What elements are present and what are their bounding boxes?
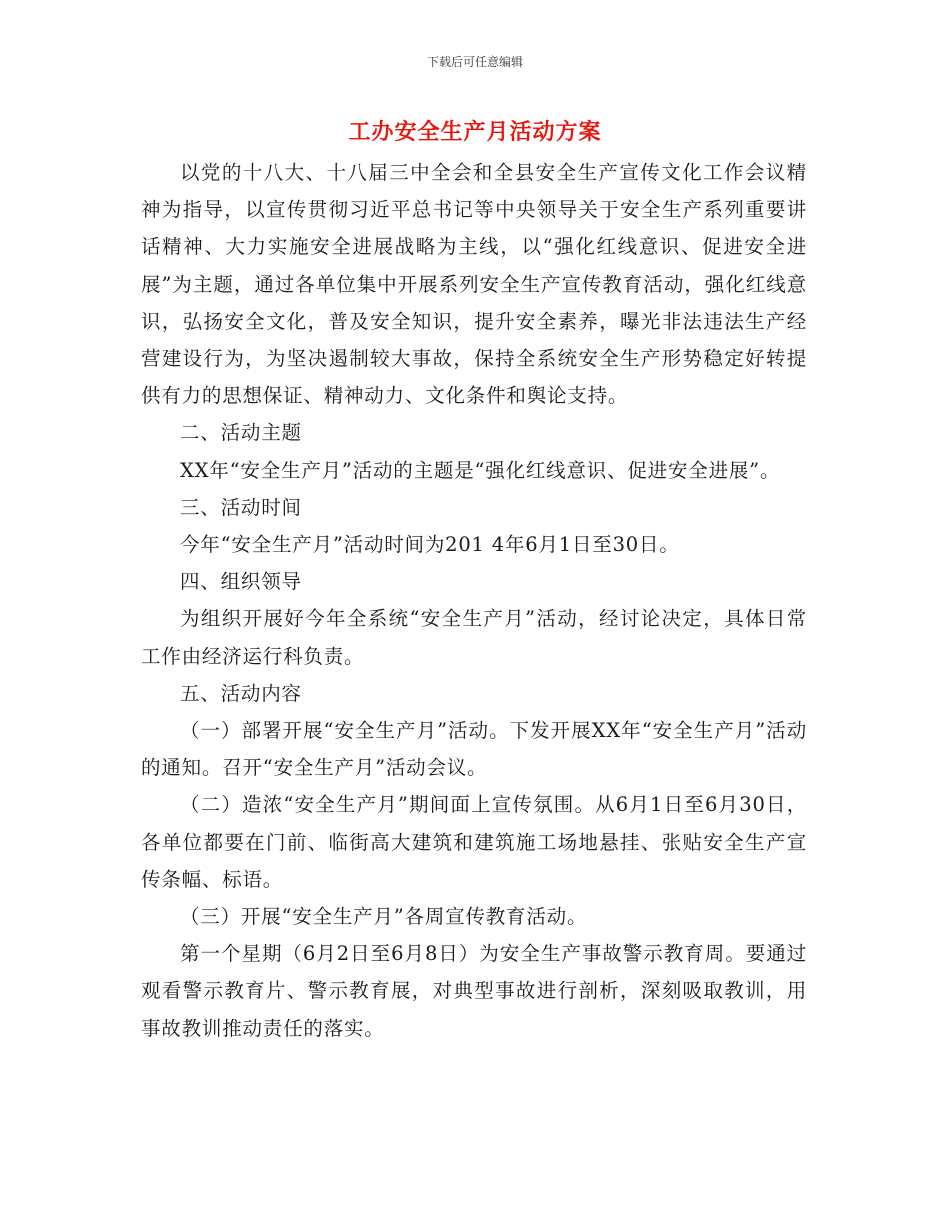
section-heading-theme: 二、活动主题 [180,421,302,445]
paragraph-leadership: 为组织开展好今年全系统“安全生产月”活动，经讨论决定，具体日常工作由经济运行科负责。 [141,607,807,668]
paragraph-week-1: 第一个星期（6月2日至6月8日）为安全生产事故警示教育周。要通过观看警示教育片、警示教育展，对典型事故进行剖析，深刻吸取教训，用事故教训推动责任的落实。 [141,942,807,1040]
header-note: 下载后可任意编辑 [426,55,523,69]
section-heading-leadership: 四、组织领导 [180,570,302,594]
document-title: 工办安全生产月活动方案 [348,119,602,145]
paragraph-content-item-3: （三）开展“安全生产月”各周宣传教育活动。 [180,905,588,929]
paragraph-time: 今年“安全生产月”活动时间为201 4年6月1日至30日。 [180,533,680,557]
document-body [141,154,807,1047]
paragraph-content-item-1: （一）部署开展“安全生产月”活动。下发开展XX年“安全生产月”活动的通知。召开“安全生产月”活动会议。 [141,719,807,780]
paragraph-guiding-ideology: 以党的十八大、十八届三中全会和全县安全生产宣传文化工作会议精神为指导，以宣传贯彻习近平总书记等中央领导关于安全生产系列重要讲话精神、大力实施安全进展战略为主线，以“强化红线意识、促进安全进展”为主题，通过各单位集中开展系列安全生产宣传教育活动，强化红线意识，弘扬安全文化，普及安全知识，提升安全素养，曝光非法违法生产经营建设行为，为坚决遏制较大事故，保持全系统安全生产形势稳定好转提供有力的思想保证、精神动力、文化条件和舆论支持。 [141,161,807,408]
section-heading-content: 五、活动内容 [180,681,302,705]
section-heading-time: 三、活动时间 [180,495,302,519]
paragraph-content-item-2: （二）造浓“安全生产月”期间面上宣传氛围。从6月1日至6月30日，各单位都要在门前、临街高大建筑和建筑施工场地悬挂、张贴安全生产宣传条幅、标语。 [141,793,807,891]
paragraph-theme: XX年“安全生产月”活动的主题是“强化红线意识、促进安全进展”。 [180,458,781,482]
